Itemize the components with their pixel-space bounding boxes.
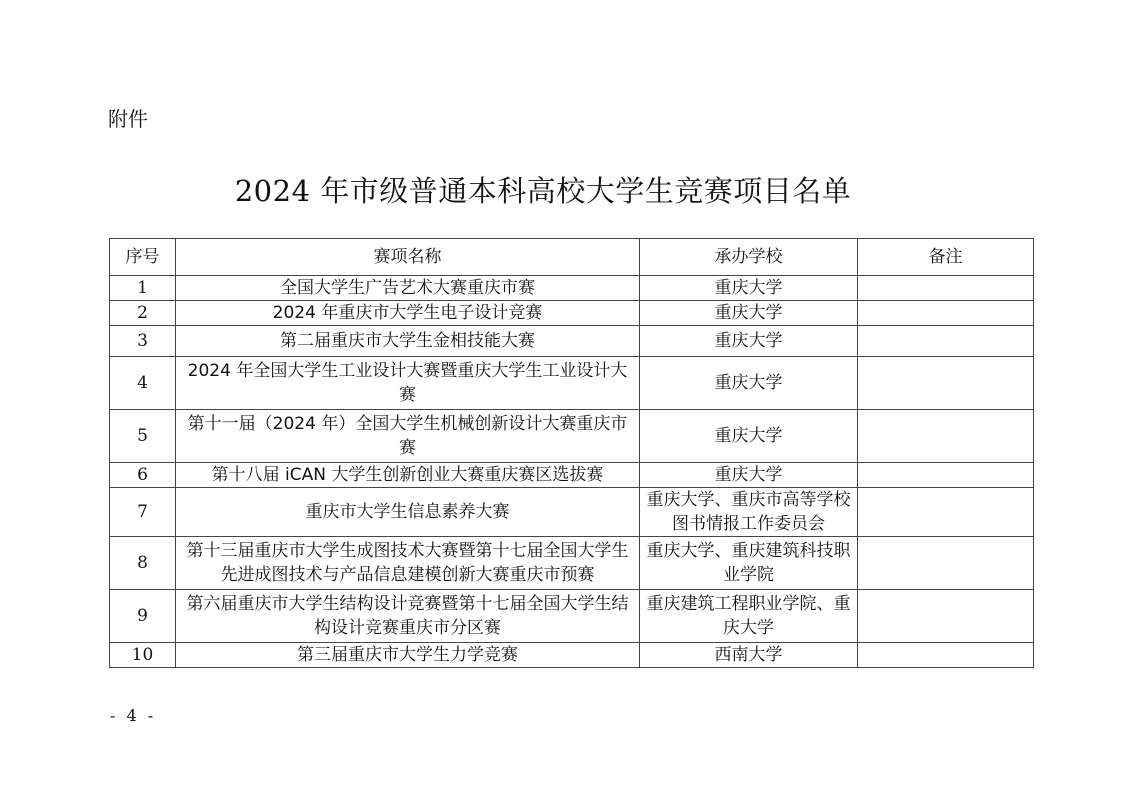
cell-note (858, 488, 1034, 537)
cell-index: 6 (110, 463, 176, 488)
cell-school: 重庆大学 (640, 357, 858, 410)
header-note: 备注 (858, 239, 1034, 276)
cell-note (858, 326, 1034, 357)
cell-note (858, 643, 1034, 668)
cell-name: 全国大学生广告艺术大赛重庆市赛 (176, 276, 640, 301)
cell-school: 重庆大学 (640, 276, 858, 301)
cell-name: 第十一届（2024 年）全国大学生机械创新设计大赛重庆市赛 (176, 410, 640, 463)
cell-name: 第二届重庆市大学生金相技能大赛 (176, 326, 640, 357)
attachment-label: 附件 (108, 107, 148, 131)
table-row (110, 463, 1034, 488)
cell-note (858, 463, 1034, 488)
page-number: - 4 - (110, 706, 157, 725)
header-name: 赛项名称 (176, 239, 640, 276)
cell-school: 重庆大学 (640, 463, 858, 488)
cell-school: 重庆建筑工程职业学院、重庆大学 (640, 590, 858, 643)
cell-name: 2024 年重庆市大学生电子设计竞赛 (176, 301, 640, 326)
cell-index: 10 (110, 643, 176, 668)
header-index: 序号 (110, 239, 176, 276)
cell-index: 4 (110, 357, 176, 410)
cell-name: 重庆市大学生信息素养大赛 (176, 488, 640, 537)
table-row (110, 643, 1034, 668)
cell-school: 西南大学 (640, 643, 858, 668)
table-row (110, 488, 1034, 537)
cell-school: 重庆大学 (640, 410, 858, 463)
table-header-row (110, 239, 1034, 276)
table-row (110, 357, 1034, 410)
cell-index: 8 (110, 537, 176, 590)
table-row (110, 326, 1034, 357)
cell-index: 7 (110, 488, 176, 537)
cell-index: 5 (110, 410, 176, 463)
header-school: 承办学校 (640, 239, 858, 276)
cell-name: 第十八届 iCAN 大学生创新创业大赛重庆赛区选拔赛 (176, 463, 640, 488)
cell-index: 9 (110, 590, 176, 643)
cell-name: 2024 年全国大学生工业设计大赛暨重庆大学生工业设计大赛 (176, 357, 640, 410)
cell-school: 重庆大学、重庆市高等学校图书情报工作委员会 (640, 488, 858, 537)
cell-note (858, 537, 1034, 590)
cell-index: 3 (110, 326, 176, 357)
cell-index: 1 (110, 276, 176, 301)
cell-note (858, 357, 1034, 410)
competition-table (109, 238, 1034, 668)
table-row (110, 537, 1034, 590)
cell-name: 第六届重庆市大学生结构设计竞赛暨第十七届全国大学生结构设计竞赛重庆市分区赛 (176, 590, 640, 643)
table-row (110, 410, 1034, 463)
table-row (110, 590, 1034, 643)
cell-name: 第三届重庆市大学生力学竞赛 (176, 643, 640, 668)
cell-note (858, 276, 1034, 301)
document-title: 2024 年市级普通本科高校大学生竞赛项目名单 (234, 174, 852, 208)
cell-index: 2 (110, 301, 176, 326)
cell-note (858, 590, 1034, 643)
cell-school: 重庆大学 (640, 301, 858, 326)
cell-note (858, 301, 1034, 326)
cell-name: 第十三届重庆市大学生成图技术大赛暨第十七届全国大学生先进成图技术与产品信息建模创新大赛重庆市预赛 (176, 537, 640, 590)
table-row (110, 276, 1034, 301)
table-row (110, 301, 1034, 326)
cell-school: 重庆大学 (640, 326, 858, 357)
cell-school: 重庆大学、重庆建筑科技职业学院 (640, 537, 858, 590)
cell-note (858, 410, 1034, 463)
